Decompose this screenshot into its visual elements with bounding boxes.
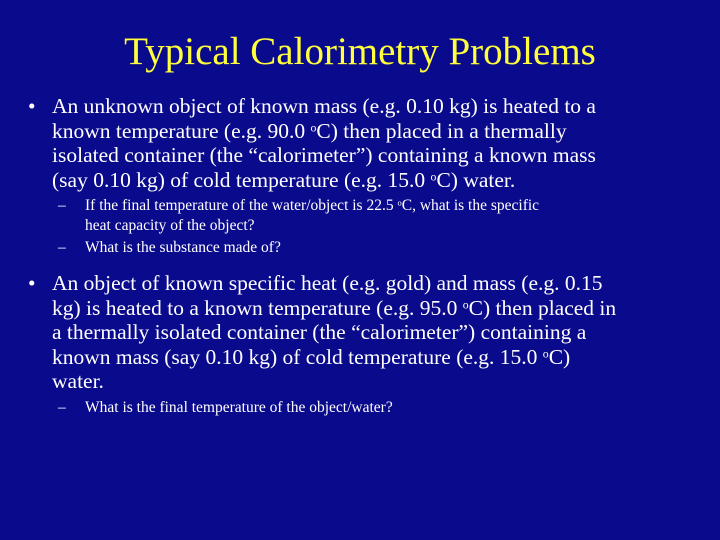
- bullet-line: water.: [52, 369, 104, 393]
- dash-icon: –: [58, 197, 66, 214]
- bullet-icon: •: [28, 94, 36, 118]
- degree-symbol: o: [397, 197, 402, 208]
- bullet-line: An object of known specific heat (e.g. gold) and mass (e.g. 0.15: [52, 271, 603, 295]
- bullet-line: known temperature (e.g. 90.0 $^o$C) then placed in a thermally: [52, 118, 567, 143]
- bullet-line: kg) is heated to a known temperature (e.g. 95.0 $^o$C) then placed in: [52, 295, 617, 320]
- slide-title: Typical Calorimetry Problems: [124, 30, 596, 73]
- sub-bullet-line: What is the substance made of?: [85, 239, 281, 256]
- sub-bullet-line: What is the final temperature of the object/water?: [85, 398, 393, 416]
- dash-icon: –: [58, 398, 66, 416]
- bullet-item-2: [28, 271, 700, 394]
- bullet-line: known mass (say 0.10 kg) of cold temperature (e.g. 15.0 $^o$C): [52, 344, 571, 369]
- bullet-line: isolated container (the “calorimeter”) containing a known mass: [52, 143, 596, 167]
- bullet-line: (say 0.10 kg) of cold temperature (e.g. 15.0 $^o$C) water.: [52, 167, 516, 192]
- dash-icon: –: [58, 239, 66, 256]
- sub-bullet-line: If the final temperature of the water/object is 22.5 $^o$C, what is the specific: [85, 197, 540, 214]
- bullet-icon: •: [28, 271, 36, 295]
- sub-bullet-line: heat capacity of the object?: [85, 217, 255, 234]
- degree-symbol: o: [542, 346, 549, 360]
- bullet-line: a thermally isolated container (the “calorimeter”) containing a: [52, 320, 587, 344]
- bullet-item-1: [28, 94, 700, 192]
- degree-symbol: o: [310, 120, 317, 134]
- slide-body: [28, 94, 700, 418]
- degree-symbol: o: [462, 297, 469, 311]
- bullet-line: An unknown object of known mass (e.g. 0.10 kg) is heated to a: [52, 94, 596, 118]
- sub-bullet-item-2a: [28, 398, 700, 418]
- sub-bullet-item-1a: [28, 196, 700, 236]
- degree-symbol: o: [430, 169, 437, 183]
- sub-bullet-item-1b: [28, 238, 700, 258]
